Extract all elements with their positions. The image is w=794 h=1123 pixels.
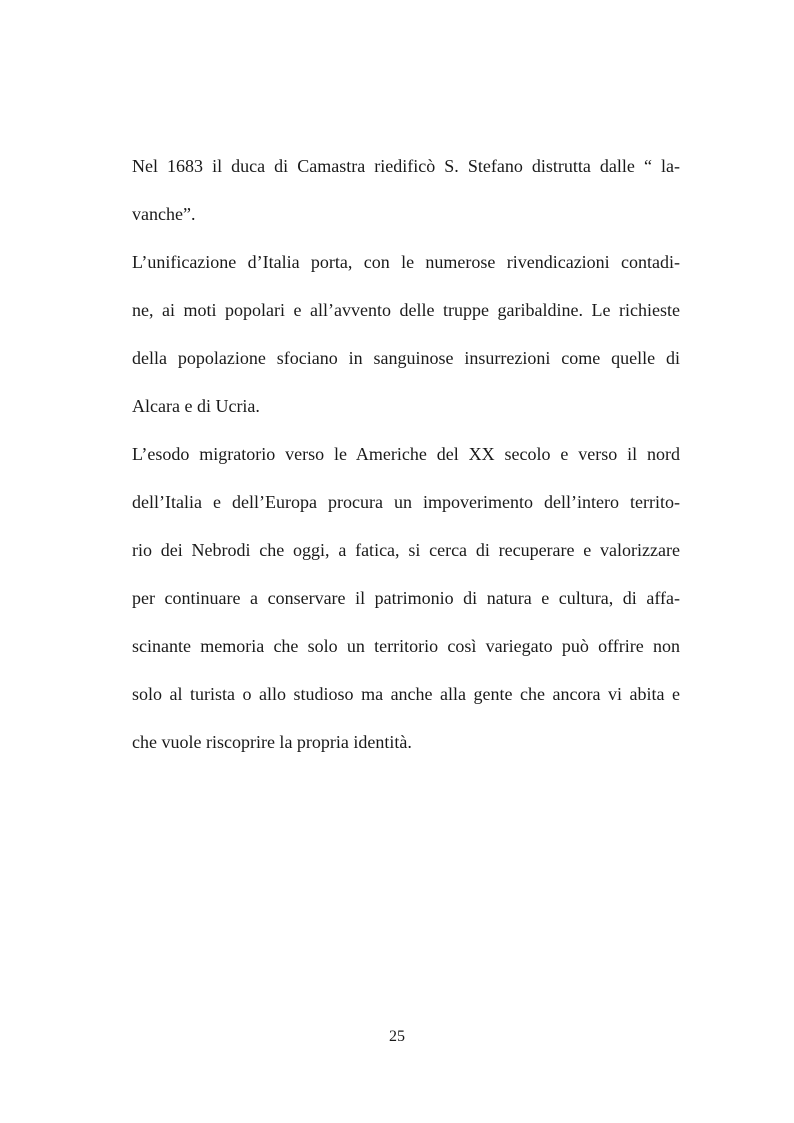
page-number: 25 <box>389 1028 405 1045</box>
body-text-line: per continuare a conservare il patrimonio di natura e cultura, di affa- <box>132 588 680 608</box>
body-text-line: vanche”. <box>132 204 196 224</box>
body-text-line: che vuole riscoprire la propria identità. <box>132 732 412 752</box>
body-text-line: Alcara e di Ucria. <box>132 396 260 416</box>
body-text-line: della popolazione sfociano in sanguinose insurrezioni come quelle di <box>132 348 680 368</box>
body-text-line: Nel 1683 il duca di Camastra riedificò S. Stefano distrutta dalle “ la- <box>132 156 680 176</box>
body-text-line: L’esodo migratorio verso le Americhe del XX secolo e verso il nord <box>132 444 680 464</box>
body-text-line: solo al turista o allo studioso ma anche alla gente che ancora vi abita e <box>132 684 680 704</box>
body-text-line: dell’Italia e dell’Europa procura un impoverimento dell’intero territo- <box>132 492 680 512</box>
body-text-line: ne, ai moti popolari e all’avvento delle truppe garibaldine. Le richieste <box>132 300 680 320</box>
body-text-line: scinante memoria che solo un territorio così variegato può offrire non <box>132 636 680 656</box>
body-text-line: L’unificazione d’Italia porta, con le numerose rivendicazioni contadi- <box>132 252 680 272</box>
body-text-line: rio dei Nebrodi che oggi, a fatica, si cerca di recuperare e valorizzare <box>132 540 680 560</box>
